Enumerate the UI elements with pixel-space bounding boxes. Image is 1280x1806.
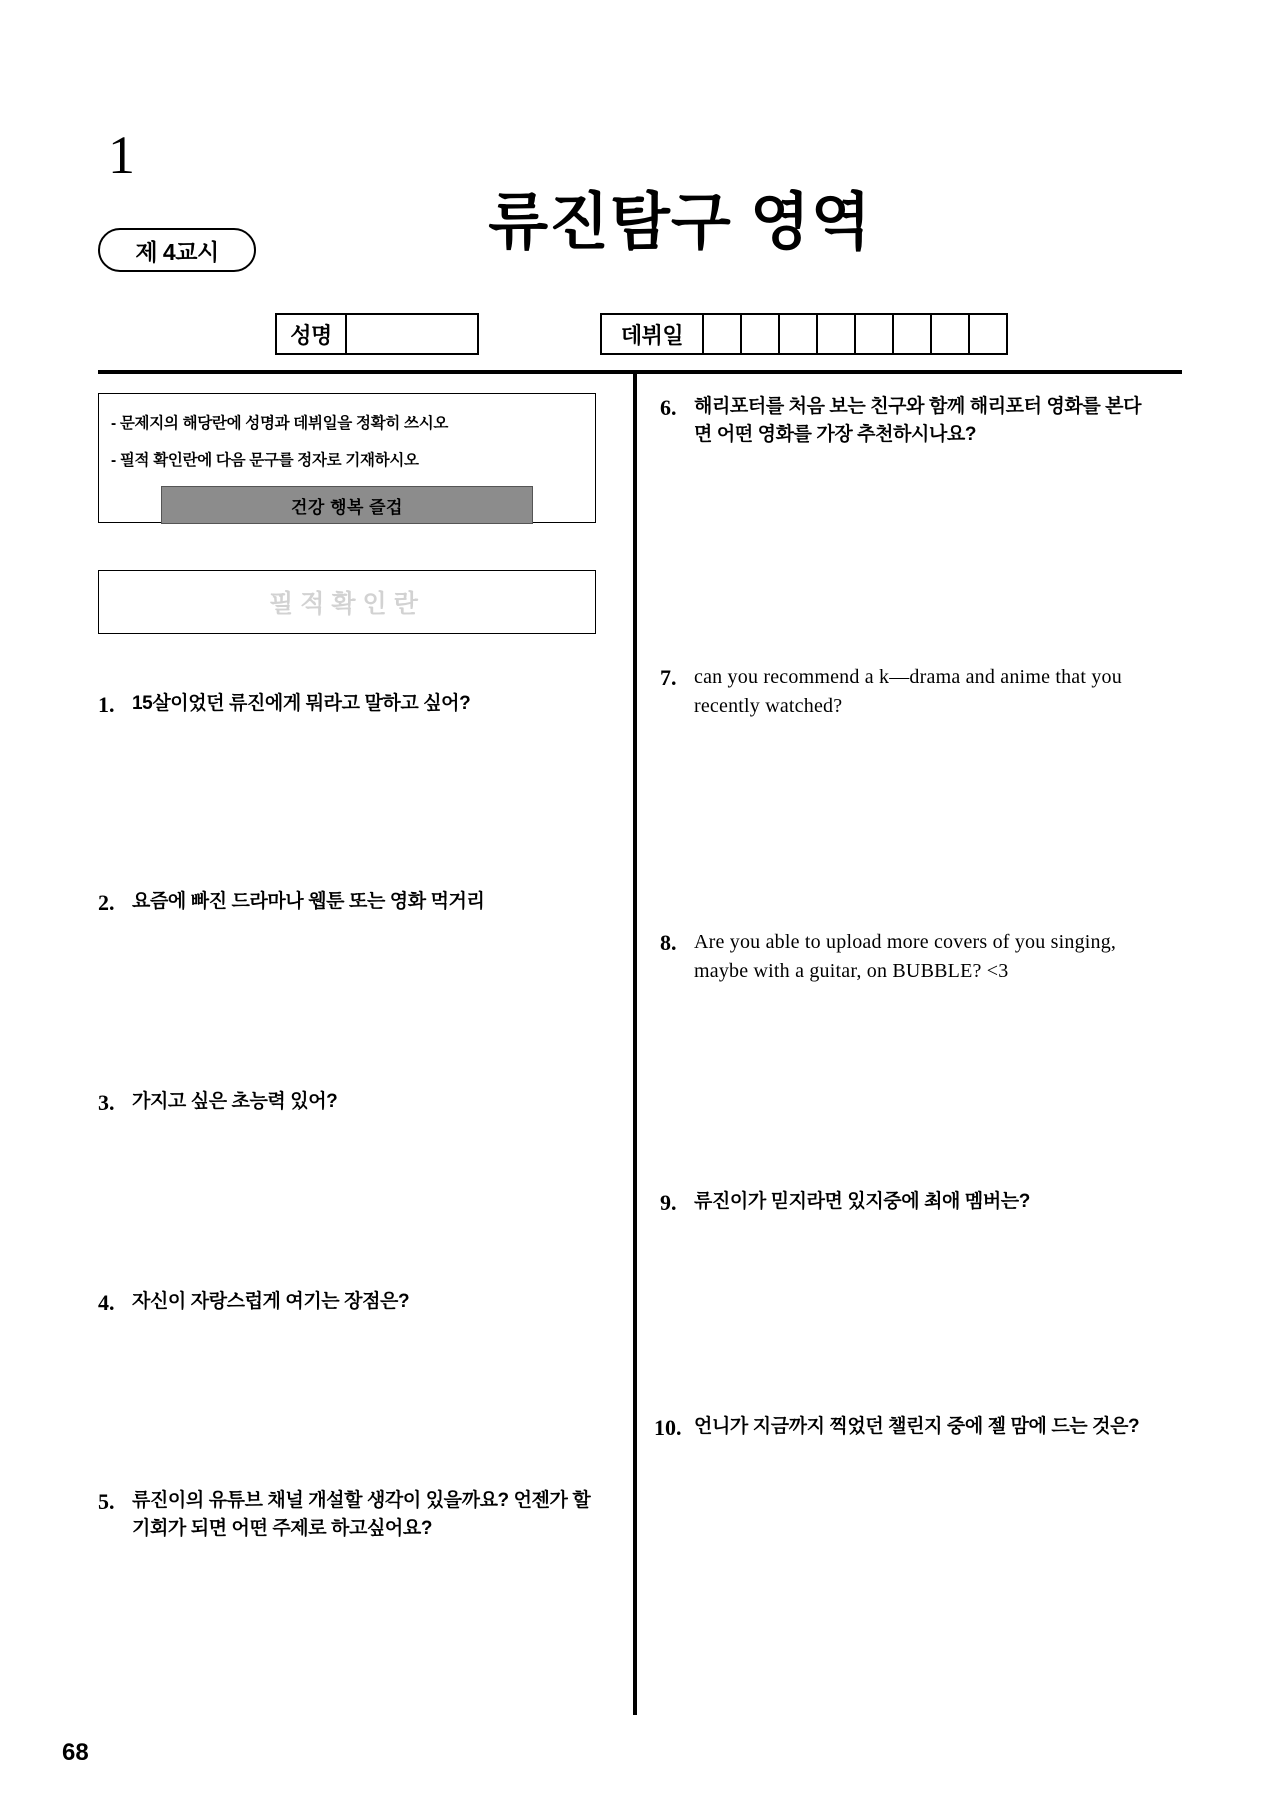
question-3 — [98, 1088, 598, 1118]
identity-row — [0, 313, 1280, 357]
debut-date-field-box — [600, 313, 1008, 355]
debut-date-cell[interactable] — [970, 315, 1006, 353]
question-number: 4. — [98, 1290, 115, 1315]
required-phrase-band: 건강 행복 즐겁 — [161, 486, 533, 524]
instruction-line-2: - 필적 확인란에 다음 문구를 정자로 기재하시오 — [111, 452, 419, 469]
question-text: 언니가 지금까지 찍었던 챌린지 중에 젤 맘에 드는 것은? — [694, 1416, 1140, 1437]
name-label: 성명 — [277, 315, 347, 353]
question-9 — [660, 1188, 1180, 1218]
question-text: 류진이가 믿지라면 있지중에 최애 멤버는? — [694, 1191, 1030, 1212]
question-4 — [98, 1288, 598, 1318]
question-number: 6. — [660, 395, 677, 420]
question-text: 15살이었던 류진에게 뭐라고 말하고 싶어? — [132, 693, 471, 714]
handwriting-confirmation-box[interactable] — [98, 570, 596, 634]
period-badge — [98, 228, 256, 272]
name-input[interactable] — [347, 315, 477, 353]
question-text: 류진이의 유튜브 채널 개설할 생각이 있을까요? 언젠가 할 기회가 되면 어떤 주제로 하고싶어요? — [132, 1490, 591, 1539]
debut-date-cell[interactable] — [894, 315, 932, 353]
question-2 — [98, 888, 598, 918]
name-field-box — [275, 313, 479, 355]
question-text: 가지고 싶은 초능력 있어? — [132, 1091, 338, 1112]
question-text: 요즘에 빠진 드라마나 웹툰 또는 영화 먹거리 — [132, 891, 485, 912]
question-number: 5. — [98, 1489, 115, 1514]
question-number: 3. — [98, 1090, 115, 1115]
question-number: 9. — [660, 1190, 677, 1215]
header-divider — [98, 370, 1182, 374]
question-number: 10. — [654, 1415, 682, 1440]
sheet-number: 1 — [108, 125, 135, 185]
question-text: Are you able to upload more covers of you singing, maybe with a guitar, on BUBBLE? <3 — [694, 931, 1117, 982]
question-5 — [98, 1487, 608, 1542]
debut-date-cell[interactable] — [818, 315, 856, 353]
question-1 — [98, 690, 598, 720]
period-label: 제 4교시 — [135, 238, 219, 265]
debut-date-label: 데뷔일 — [602, 315, 704, 353]
question-number: 2. — [98, 890, 115, 915]
question-text: 해리포터를 처음 보는 친구와 함께 해리포터 영화를 본다 면 어떤 영화를 가장 추천하시나요? — [694, 396, 1142, 445]
page-title: 류진탐구 영역 — [488, 188, 872, 257]
question-text: 자신이 자랑스럽게 여기는 장점은? — [132, 1291, 410, 1312]
page-number: 68 — [62, 1739, 89, 1766]
question-number: 8. — [660, 930, 677, 955]
debut-date-cell[interactable] — [780, 315, 818, 353]
instructions-box — [98, 393, 596, 523]
debut-date-cell[interactable] — [932, 315, 970, 353]
debut-date-cell[interactable] — [856, 315, 894, 353]
question-7 — [660, 663, 1180, 721]
handwriting-confirmation-label: 필적확인란 — [269, 590, 425, 618]
question-text: can you recommend a k—drama and anime that you recently watched? — [694, 666, 1122, 717]
question-8 — [660, 928, 1184, 986]
debut-date-cell[interactable] — [704, 315, 742, 353]
column-divider — [633, 370, 637, 1715]
question-number: 1. — [98, 692, 115, 717]
question-number: 7. — [660, 665, 677, 690]
question-10 — [654, 1413, 1194, 1443]
debut-date-cell[interactable] — [742, 315, 780, 353]
question-6 — [660, 393, 1180, 448]
instruction-line-1: - 문제지의 해당란에 성명과 데뷔일을 정확히 쓰시오 — [111, 415, 449, 432]
